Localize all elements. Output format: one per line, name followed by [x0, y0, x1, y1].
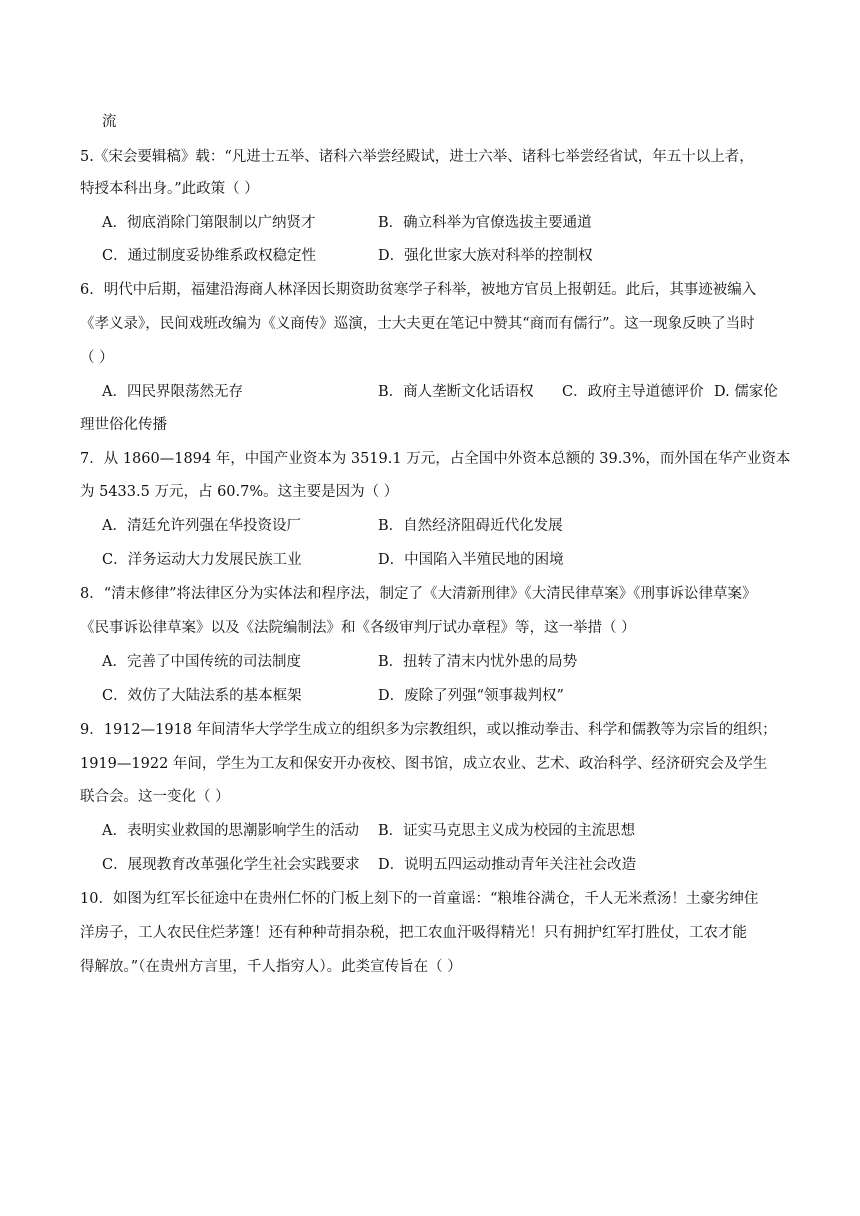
- option-d: D．强化世家大族对科举的控制权: [378, 248, 593, 264]
- question-stem: 特授本科出身。”此政策（ ）: [80, 181, 259, 197]
- option-a: A．表明实业救国的思潮影响学生的活动: [102, 823, 359, 839]
- option-a: A．完善了中国传统的司法制度: [102, 654, 301, 670]
- option-row: [102, 550, 792, 570]
- option-b: B．确立科举为官僚选拔主要通道: [378, 215, 592, 231]
- option-d: D. 儒家伦: [714, 384, 778, 400]
- question-stem: 联合会。这一变化（ ）: [80, 789, 230, 805]
- question-stem: 《民事诉讼律草案》以及《法院编制法》和《各级审判厅试办章程》等，这一举措（ ）: [80, 620, 636, 636]
- option-d: D．说明五四运动推动青年关注社会改造: [378, 857, 637, 873]
- option-b: B．商人垄断文化话语权: [378, 384, 534, 400]
- option-row: [102, 246, 792, 266]
- option-row: [102, 652, 792, 672]
- option-c: C．效仿了大陆法系的基本框架: [102, 688, 302, 704]
- question-stem: 1919—1922 年间，学生为工友和保安开办夜校、图书馆，成立农业、艺术、政治科学、经济研究会及学生: [80, 756, 768, 772]
- question-stem: 洋房子，工人农民住烂茅篷！还有种种苛捐杂税，把工农血汗吸得精光！只有拥护红军打胜仗，工农才能: [80, 925, 747, 941]
- option-c: C．洋务运动大力发展民族工业: [102, 552, 302, 568]
- question-stem: （ ）: [80, 350, 114, 366]
- option-d: D．废除了列强“领事裁判权”: [378, 688, 564, 704]
- question-stem: 《孝义录》，民间戏班改编为《义商传》巡演，士大夫更在笔记中赞其“商而有儒行”。这一现象反映了当时: [80, 316, 755, 332]
- option-row: [102, 855, 792, 875]
- question-stem: 为 5433.5 万元，占 60.7%。这主要是因为（ ）: [80, 484, 399, 500]
- option-c: C．展现教育改革强化学生社会实践要求: [102, 857, 360, 873]
- question-stem: 10．如图为红军长征途中在贵州仁怀的门板上刻下的一首童谣：“粮堆谷满仓，千人无米煮汤！土豪劣绅住: [80, 891, 759, 907]
- option-b: B．证实马克思主义成为校园的主流思想: [378, 823, 636, 839]
- option-d: D．中国陷入半殖民地的困境: [378, 552, 564, 568]
- option-d-continued: 理世俗化传播: [80, 417, 167, 433]
- question-stem: 7．从 1860—1894 年，中国产业资本为 3519.1 万元，占全国中外资本总额的 39.3%，而外国在华产业资本: [80, 451, 791, 467]
- option-row: [102, 516, 792, 536]
- option-row: [102, 213, 792, 233]
- continued-fragment: 流: [102, 114, 117, 130]
- question-stem: 9．1912—1918 年间清华大学学生成立的组织多为宗教组织，或以推动拳击、科学和儒教等为宗旨的组织；: [80, 722, 777, 738]
- question-stem: 8．“清末修律”将法律区分为实体法和程序法，制定了《大清新刑律》《大清民律草案》《刑事诉讼律草案》: [80, 586, 757, 602]
- option-row: [102, 382, 792, 402]
- question-stem: 5.《宋会要辑稿》载：“凡进士五举、诸科六举尝经殿试，进士六举、诸科七举尝经省试，年五十以上者，: [80, 149, 754, 165]
- option-b: B．自然经济阻碍近代化发展: [378, 518, 563, 534]
- option-b: B．扭转了清末内忧外患的局势: [378, 654, 578, 670]
- option-c: C．政府主导道德评价: [562, 384, 704, 400]
- option-a: A．四民界限荡然无存: [102, 384, 243, 400]
- option-row: [102, 821, 792, 841]
- option-c: C．通过制度妥协维系政权稳定性: [102, 248, 317, 264]
- question-stem: 6．明代中后期，福建沿海商人林泽因长期资助贫寒学子科举，被地方官员上报朝廷。此后，其事迹被编入: [80, 282, 757, 298]
- question-stem: 得解放。”（在贵州方言里，千人指穷人）。此类宣传旨在（ ）: [80, 959, 462, 975]
- option-a: A．彻底消除门第限制以广纳贤才: [102, 215, 316, 231]
- option-a: A．清廷允许列强在华投资设厂: [102, 518, 301, 534]
- option-row: [102, 686, 792, 706]
